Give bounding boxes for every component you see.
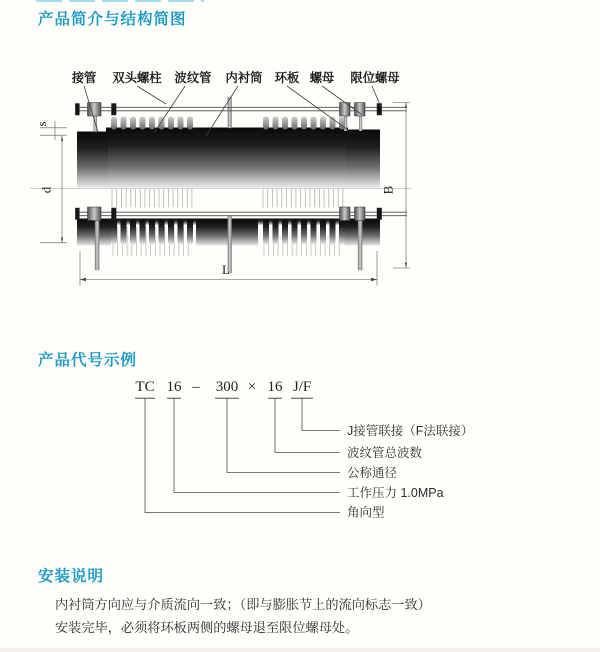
product-code-diagram <box>30 372 570 547</box>
install-notes <box>55 593 525 639</box>
label-connection-pipe: 接管 <box>71 71 97 85</box>
code-pressure: 16 <box>166 379 182 395</box>
code-segments <box>135 379 311 395</box>
assembly-upper-half <box>77 128 380 188</box>
label-limit-nut: 限位螺母 <box>350 71 400 85</box>
callout-nominal-diameter: 公称通径 <box>347 466 398 480</box>
section-title-intro: 产品简介与结构简图 <box>38 11 187 28</box>
label-inner-sleeve: 内衬筒 <box>225 71 263 85</box>
section-title-install: 安装说明 <box>38 568 105 585</box>
label-nut: 螺母 <box>309 71 335 85</box>
code-callout-lines <box>145 398 340 512</box>
label-bellows: 波纹管 <box>174 71 212 85</box>
structure-diagram <box>28 62 460 318</box>
callout-angular-type: 角向型 <box>347 505 385 520</box>
callout-connection-type: J接管联接（F法联接） <box>347 424 474 438</box>
install-note-line1: 内衬筒方向应与介质流向一致；（即与膨胀节上的流向标志一致） <box>55 597 431 612</box>
dim-s: s <box>34 121 49 127</box>
label-double-end-stud: 双头螺柱 <box>112 71 162 85</box>
install-note-line2: 安装完毕，必须将环板两侧的螺母退至限位螺母处。 <box>55 620 359 635</box>
callout-working-pressure: 工作压力 1.0MPa <box>347 486 444 500</box>
dim-d: d <box>38 186 54 194</box>
page-top-divider <box>36 0 204 2</box>
code-diameter: 300 <box>215 379 239 395</box>
code-times: × <box>247 379 257 395</box>
code-callout-labels <box>347 423 473 520</box>
callout-wave-count: 波纹管总波数 <box>347 446 423 460</box>
part-labels <box>71 70 401 85</box>
label-ring-plate: 环板 <box>274 71 300 85</box>
dim-L: L <box>222 262 230 277</box>
code-suffix: J/F <box>292 379 312 395</box>
code-dash: – <box>192 379 200 395</box>
code-waves: 16 <box>267 379 283 395</box>
page-bottom-divider <box>0 648 600 652</box>
code-prefix: TC <box>135 379 155 395</box>
dim-B: B <box>380 185 396 195</box>
section-title-code: 产品代号示例 <box>38 352 138 369</box>
bellows-section-lines-upper <box>112 189 343 208</box>
